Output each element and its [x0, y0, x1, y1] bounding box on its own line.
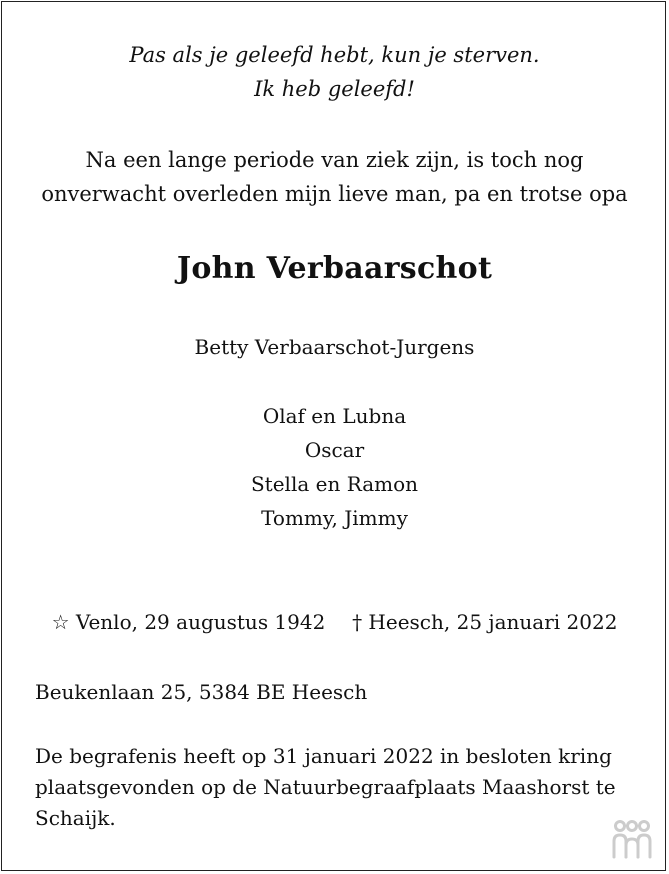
- funeral-notice: [35, 741, 645, 834]
- child-entry: Stella en Ramon: [250, 472, 419, 496]
- child-entry: Oscar: [304, 438, 365, 462]
- children-list: [0, 399, 669, 535]
- funeral-line-3: Schaijk.: [35, 806, 116, 830]
- intro-line-1: Na een lange periode van ziek zijn, is toch nog: [85, 148, 584, 172]
- life-dates: [0, 607, 669, 637]
- birth-date: Venlo, 29 augustus 1942: [75, 610, 326, 634]
- poem-line-1: Pas als je geleefd hebt, kun je sterven.: [129, 43, 540, 67]
- child-entry: Tommy, Jimmy: [261, 506, 408, 530]
- poem: [0, 38, 669, 106]
- funeral-line-1: De begrafenis heeft op 31 januari 2022 in besloten kring: [35, 744, 612, 768]
- family-people-icon: [609, 819, 655, 859]
- birth-star-icon: ☆: [51, 610, 70, 634]
- spouse-name: Betty Verbaarschot-Jurgens: [194, 335, 475, 359]
- death-date: Heesch, 25 januari 2022: [368, 610, 618, 634]
- poem-line-2: Ik heb geleefd!: [254, 77, 415, 101]
- funeral-line-2: plaatsgevonden op de Natuurbegraafplaats Maashorst te: [35, 775, 616, 799]
- address: Beukenlaan 25, 5384 BE Heesch: [35, 680, 368, 704]
- intro-text: [0, 143, 669, 211]
- child-entry: Olaf en Lubna: [262, 404, 407, 428]
- death-cross-icon: †: [352, 610, 363, 634]
- intro-line-2: onverwacht overleden mijn lieve man, pa en trotse opa: [41, 182, 628, 206]
- deceased-name: John Verbaarschot: [176, 251, 493, 286]
